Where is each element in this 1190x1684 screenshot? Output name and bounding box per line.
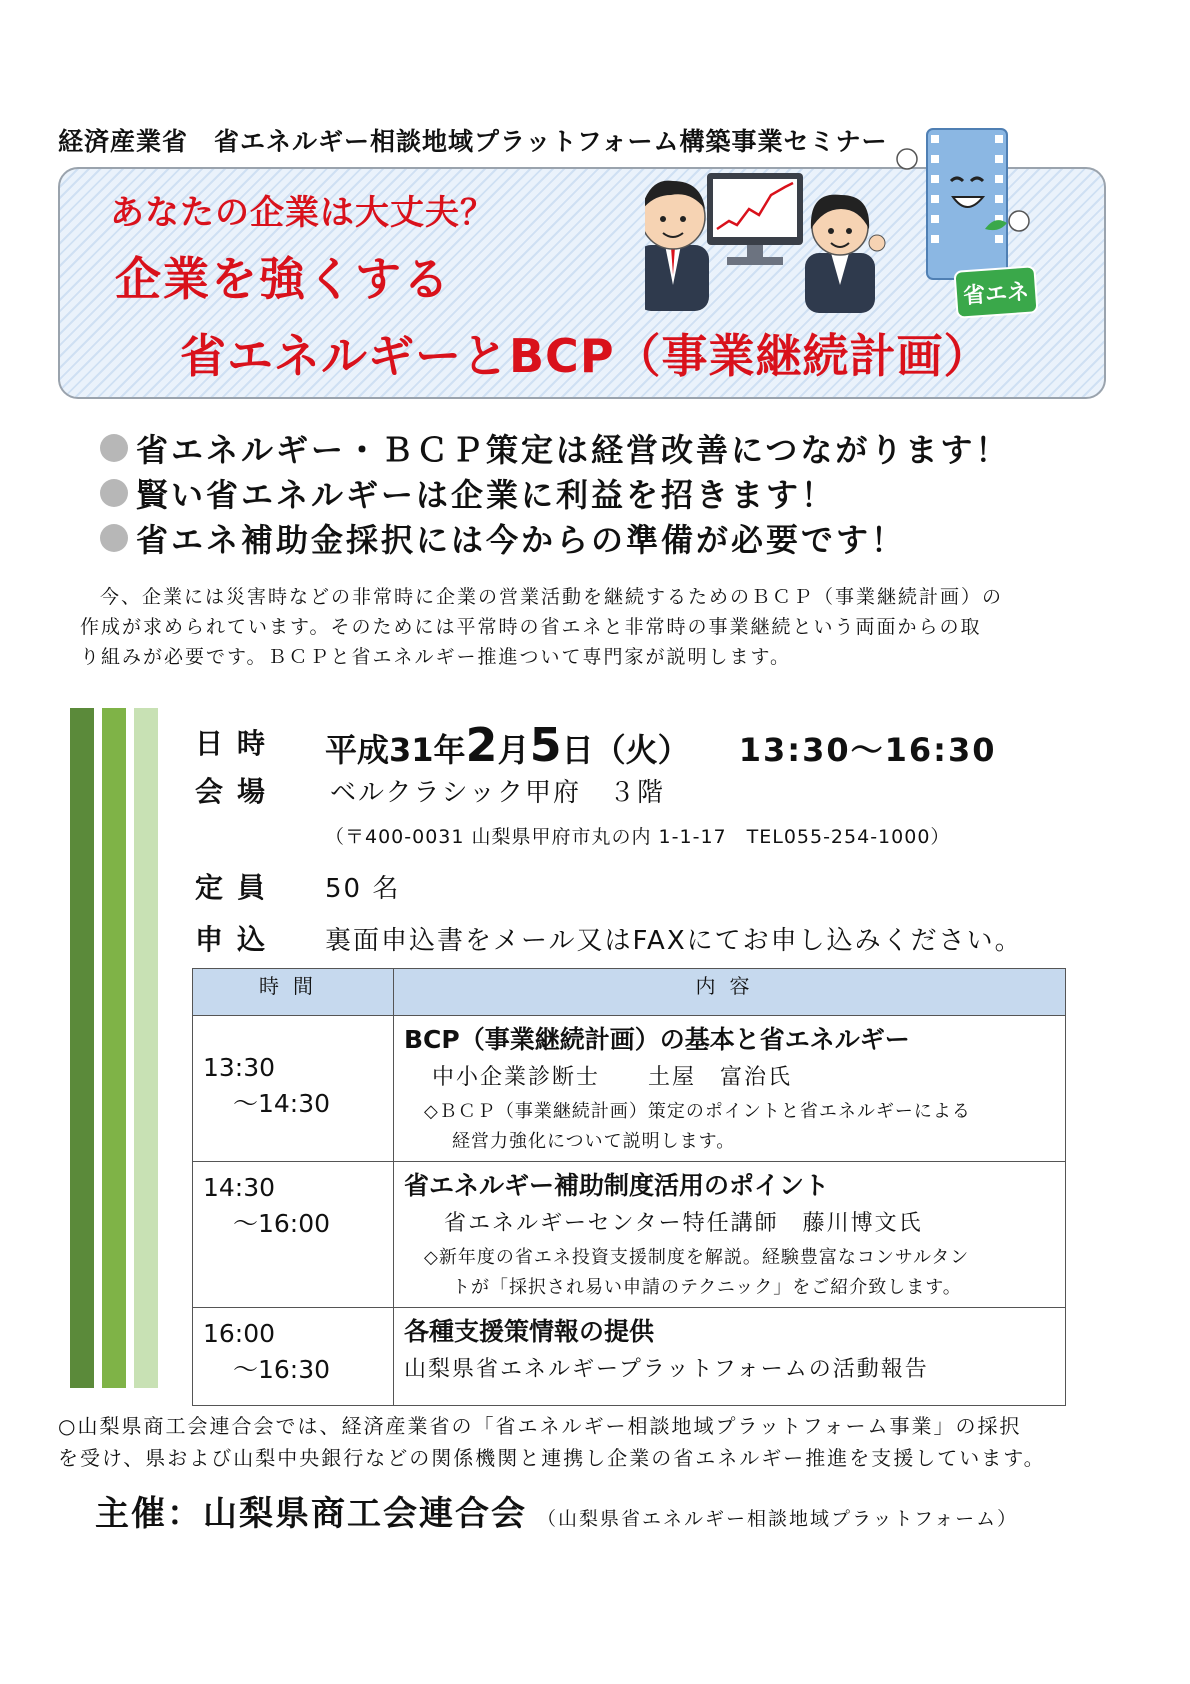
venue-label: 会場 (195, 775, 280, 808)
session-description: ◇新年度の省エネ投資支援制度を解説。経験豊富なコンサルタン (424, 1247, 970, 1268)
table-row (193, 1162, 1066, 1308)
bullet-dot-icon (100, 479, 128, 507)
session-content (394, 1162, 1066, 1308)
application-label: 申込 (195, 923, 280, 956)
businessman-icon (645, 181, 709, 311)
time-column-header: 時間 (193, 969, 394, 1016)
key-point: 省エネルギー・ＢＣＰ策定は経営改善につながります！ (100, 425, 1010, 470)
date-label: 日時 (195, 727, 280, 760)
date-value: 平成31年2月5日（火） 13:30〜16:30 (325, 718, 997, 772)
businesswoman-icon (805, 195, 885, 313)
session-description: ◇ＢＣＰ（事業継続計画）策定のポイントと省エネルギーによる (424, 1101, 971, 1122)
venue-address: （〒400-0031 山梨県甲府市丸の内 1-1-17 TEL055-254-1000） (325, 826, 951, 848)
side-bar-light (134, 708, 158, 1388)
side-bar-mid (102, 708, 126, 1388)
schedule-header-row (193, 969, 1066, 1016)
content-column-header: 内容 (394, 969, 1066, 1016)
session-description-cont: トが「採択され易い申請のテクニック」をご紹介致します。 (452, 1277, 962, 1298)
application-value: 裏面申込書をメール又はFAXにてお申し込みください。 (325, 926, 1023, 956)
session-content (394, 1016, 1066, 1162)
session-title: 各種支援策情報の提供 (404, 1317, 655, 1346)
energy-saving-badge-label: 省エネ (962, 279, 1030, 309)
session-description-cont: 経営力強化について説明します。 (452, 1131, 736, 1152)
monitor-icon (707, 173, 803, 265)
session-time: 14:30 〜16:00 (193, 1162, 394, 1308)
table-row (193, 1308, 1066, 1406)
banner-title-line2: 省エネルギーとBCP（事業継続計画） (180, 329, 991, 383)
session-speaker: 中小企業診断士 土屋 富治氏 (432, 1065, 793, 1090)
organizer-line: 経済産業省 省エネルギー相談地域プラットフォーム構築事業セミナー (58, 127, 888, 156)
banner-question: あなたの企業は大丈夫？ (110, 193, 495, 233)
table-row (193, 1016, 1066, 1162)
host-subtitle: （山梨県省エネルギー相談地域プラットフォーム） (537, 1508, 1019, 1530)
key-points-list (100, 425, 1010, 560)
session-speaker: 山梨県省エネルギープラットフォームの活動報告 (404, 1357, 929, 1382)
energy-saving-badge (953, 265, 1038, 319)
venue-value: ベルクラシック甲府 ３階 (330, 778, 665, 808)
capacity-label: 定員 (195, 871, 280, 904)
energy-mascot-icon (897, 129, 1029, 279)
bullet-dot-icon (100, 434, 128, 462)
session-title: BCP（事業継続計画）の基本と省エネルギー (404, 1025, 910, 1054)
bullet-dot-icon (100, 524, 128, 552)
capacity-value: 50 名 (325, 874, 401, 904)
side-bar-dark (70, 708, 94, 1388)
key-point: 賢い省エネルギーは企業に利益を招きます！ (100, 470, 1010, 515)
session-time: 13:30 〜14:30 (193, 1016, 394, 1162)
footer-note: ○山梨県商工会連合会では、経済産業省の「省エネルギー相談地域プラットフォーム事業」の採択 を受け、県および山梨中央銀行などの関係機関と連携し企業の省エネルギー推進を支援しています。 (58, 1414, 1046, 1470)
banner-title-line1: 企業を強くする (115, 252, 451, 306)
session-title: 省エネルギー補助制度活用のポイント (404, 1171, 830, 1200)
session-time: 16:00 〜16:30 (193, 1308, 394, 1406)
key-point: 省エネ補助金採択には今からの準備が必要です！ (100, 515, 1010, 560)
session-content (394, 1308, 1066, 1406)
host-label: 主催：山梨県商工会連合会 (95, 1494, 527, 1534)
host-line (95, 1486, 1018, 1535)
intro-paragraph: 今、企業には災害時などの非常時に企業の営業活動を継続するためのＢＣＰ（事業継続計画）の 作成が求められています。そのためには平常時の省エネと非常時の事業継続という両面からの取 り組みが必要です。ＢＣＰと省エネルギー推進ついて専門家が説明します。 (80, 586, 1004, 668)
session-speaker: 省エネルギーセンター特任講師 藤川博文氏 (444, 1211, 923, 1236)
schedule-table (192, 968, 1066, 1406)
